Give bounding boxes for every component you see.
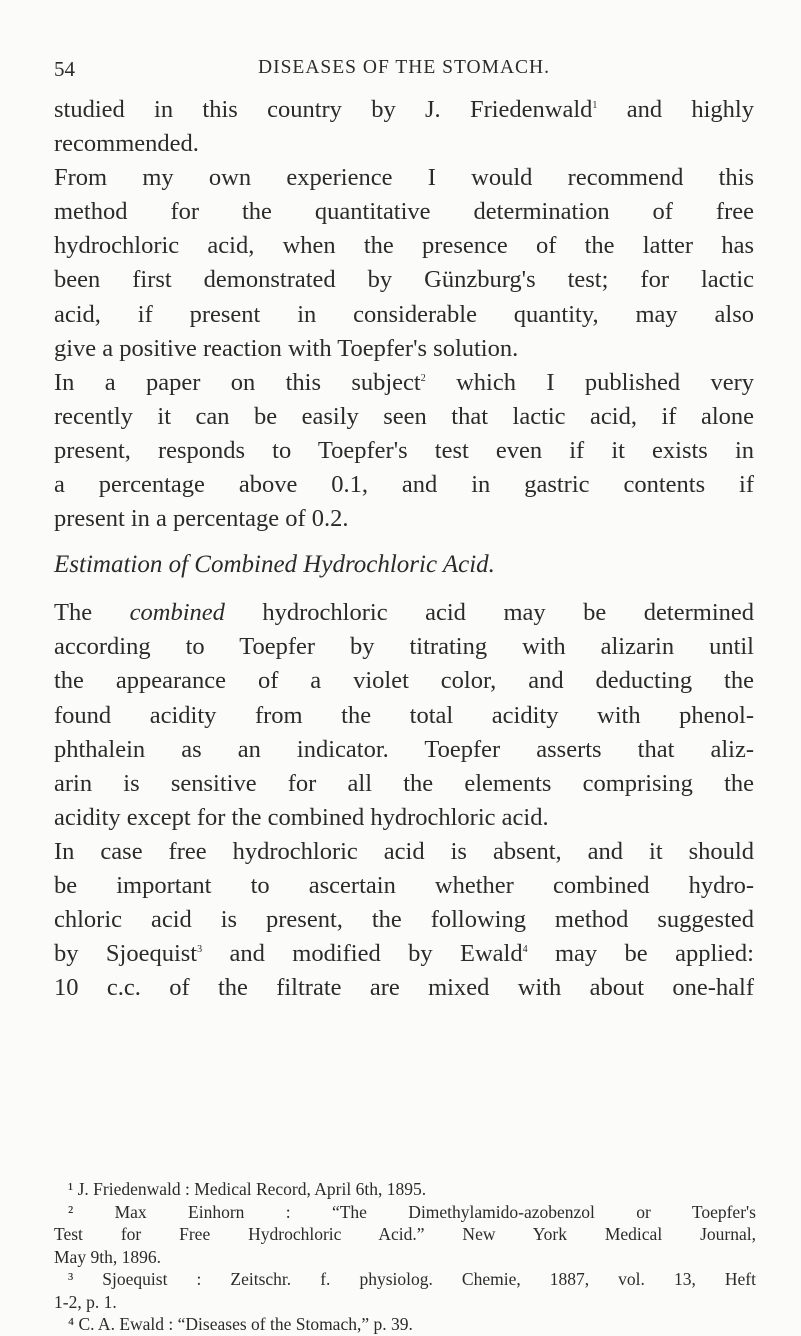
text-line: present, responds to Toepfer's test even if it exists in <box>54 436 754 464</box>
footnote-ref: 2 <box>420 372 426 384</box>
text-line: chloric acid is present, the following method suggested <box>54 906 754 934</box>
text-line <box>54 937 754 971</box>
text-line: acidity except for the combined hydrochloric acid. <box>54 803 549 831</box>
footnote-ref: 1 <box>592 100 598 111</box>
line-segment: and modified by Ewald <box>202 940 523 968</box>
text-line: be important to ascertain whether combined hydro- <box>54 871 754 899</box>
line-segment: may be applied: <box>527 940 754 968</box>
page-number: 54 <box>54 57 75 81</box>
text-line: give a positive reaction with Toepfer's solution. <box>54 334 519 362</box>
text-line <box>54 596 754 630</box>
text-line: From my own experience I would recommend this <box>54 164 754 192</box>
text-line: recently it can be easily seen that lactic acid, if alone <box>54 402 754 430</box>
text-line: 10 c.c. of the filtrate are mixed with about one-half <box>54 974 754 1002</box>
text-line: phthalein as an indicator. Toepfer asserts that aliz- <box>54 735 754 763</box>
running-title: DISEASES OF THE STOMACH. <box>258 57 550 78</box>
text-line: ³ Sjoequist : Zeitschr. f. physiolog. Chemie, 1887, vol. 13, Heft <box>68 1269 756 1289</box>
text-line: acid, if present in considerable quantity, may also <box>54 300 754 328</box>
page-header <box>54 57 754 83</box>
section-heading: Estimation of Combined Hydrochloric Acid. <box>54 551 495 579</box>
emphasis: combined <box>129 599 225 627</box>
text-line: ¹ J. Friedenwald : Medical Record, April 6th, 1895. <box>68 1179 427 1199</box>
text-line: method for the quantitative determination of free <box>54 198 754 226</box>
body-text <box>54 93 754 1005</box>
line-segment: hydrochloric acid may be determined <box>224 599 754 627</box>
line-segment: The <box>54 599 130 627</box>
text-line: been first demonstrated by Günzburg's test; for lactic <box>54 266 754 294</box>
footnote-ref: 4 <box>522 944 528 956</box>
footnotes <box>54 1178 756 1336</box>
text-line: a percentage above 0.1, and in gastric contents if <box>54 471 754 499</box>
text-line: recommended. <box>54 130 199 158</box>
text-line: arin is sensitive for all the elements comprising the <box>54 769 754 797</box>
line-segment: which I published very <box>425 368 754 396</box>
text-line: present in a percentage of 0.2. <box>54 505 349 533</box>
text-line: May 9th, 1896. <box>54 1246 161 1267</box>
text-line: 1-2, p. 1. <box>54 1291 117 1312</box>
line-segment: and highly <box>597 96 754 123</box>
text-line: hydrochloric acid, when the presence of the latter has <box>54 232 754 260</box>
text-line: according to Toepfer by titrating with alizarin until <box>54 633 754 661</box>
text-line <box>54 366 754 400</box>
text-line: found acidity from the total acidity with phenol- <box>54 701 754 729</box>
text-line: the appearance of a violet color, and deducting the <box>54 667 754 695</box>
footnote-ref: 3 <box>197 944 203 956</box>
text-line: ² Max Einhorn : “The Dimethylamido-azobenzol or Toepfer's <box>68 1201 756 1222</box>
line-segment: In a paper on this subject <box>54 368 421 396</box>
text-line: Test for Free Hydrochloric Acid.” New York Medical Journal, <box>54 1224 756 1244</box>
text-line <box>54 93 754 127</box>
text-line: In case free hydrochloric acid is absent, and it should <box>54 837 754 865</box>
text-line: ⁴ C. A. Ewald : “Diseases of the Stomach,” p. 39. <box>68 1314 413 1334</box>
line-segment: studied in this country by J. Friedenwald <box>54 96 593 123</box>
line-segment: by Sjoequist <box>54 940 198 968</box>
